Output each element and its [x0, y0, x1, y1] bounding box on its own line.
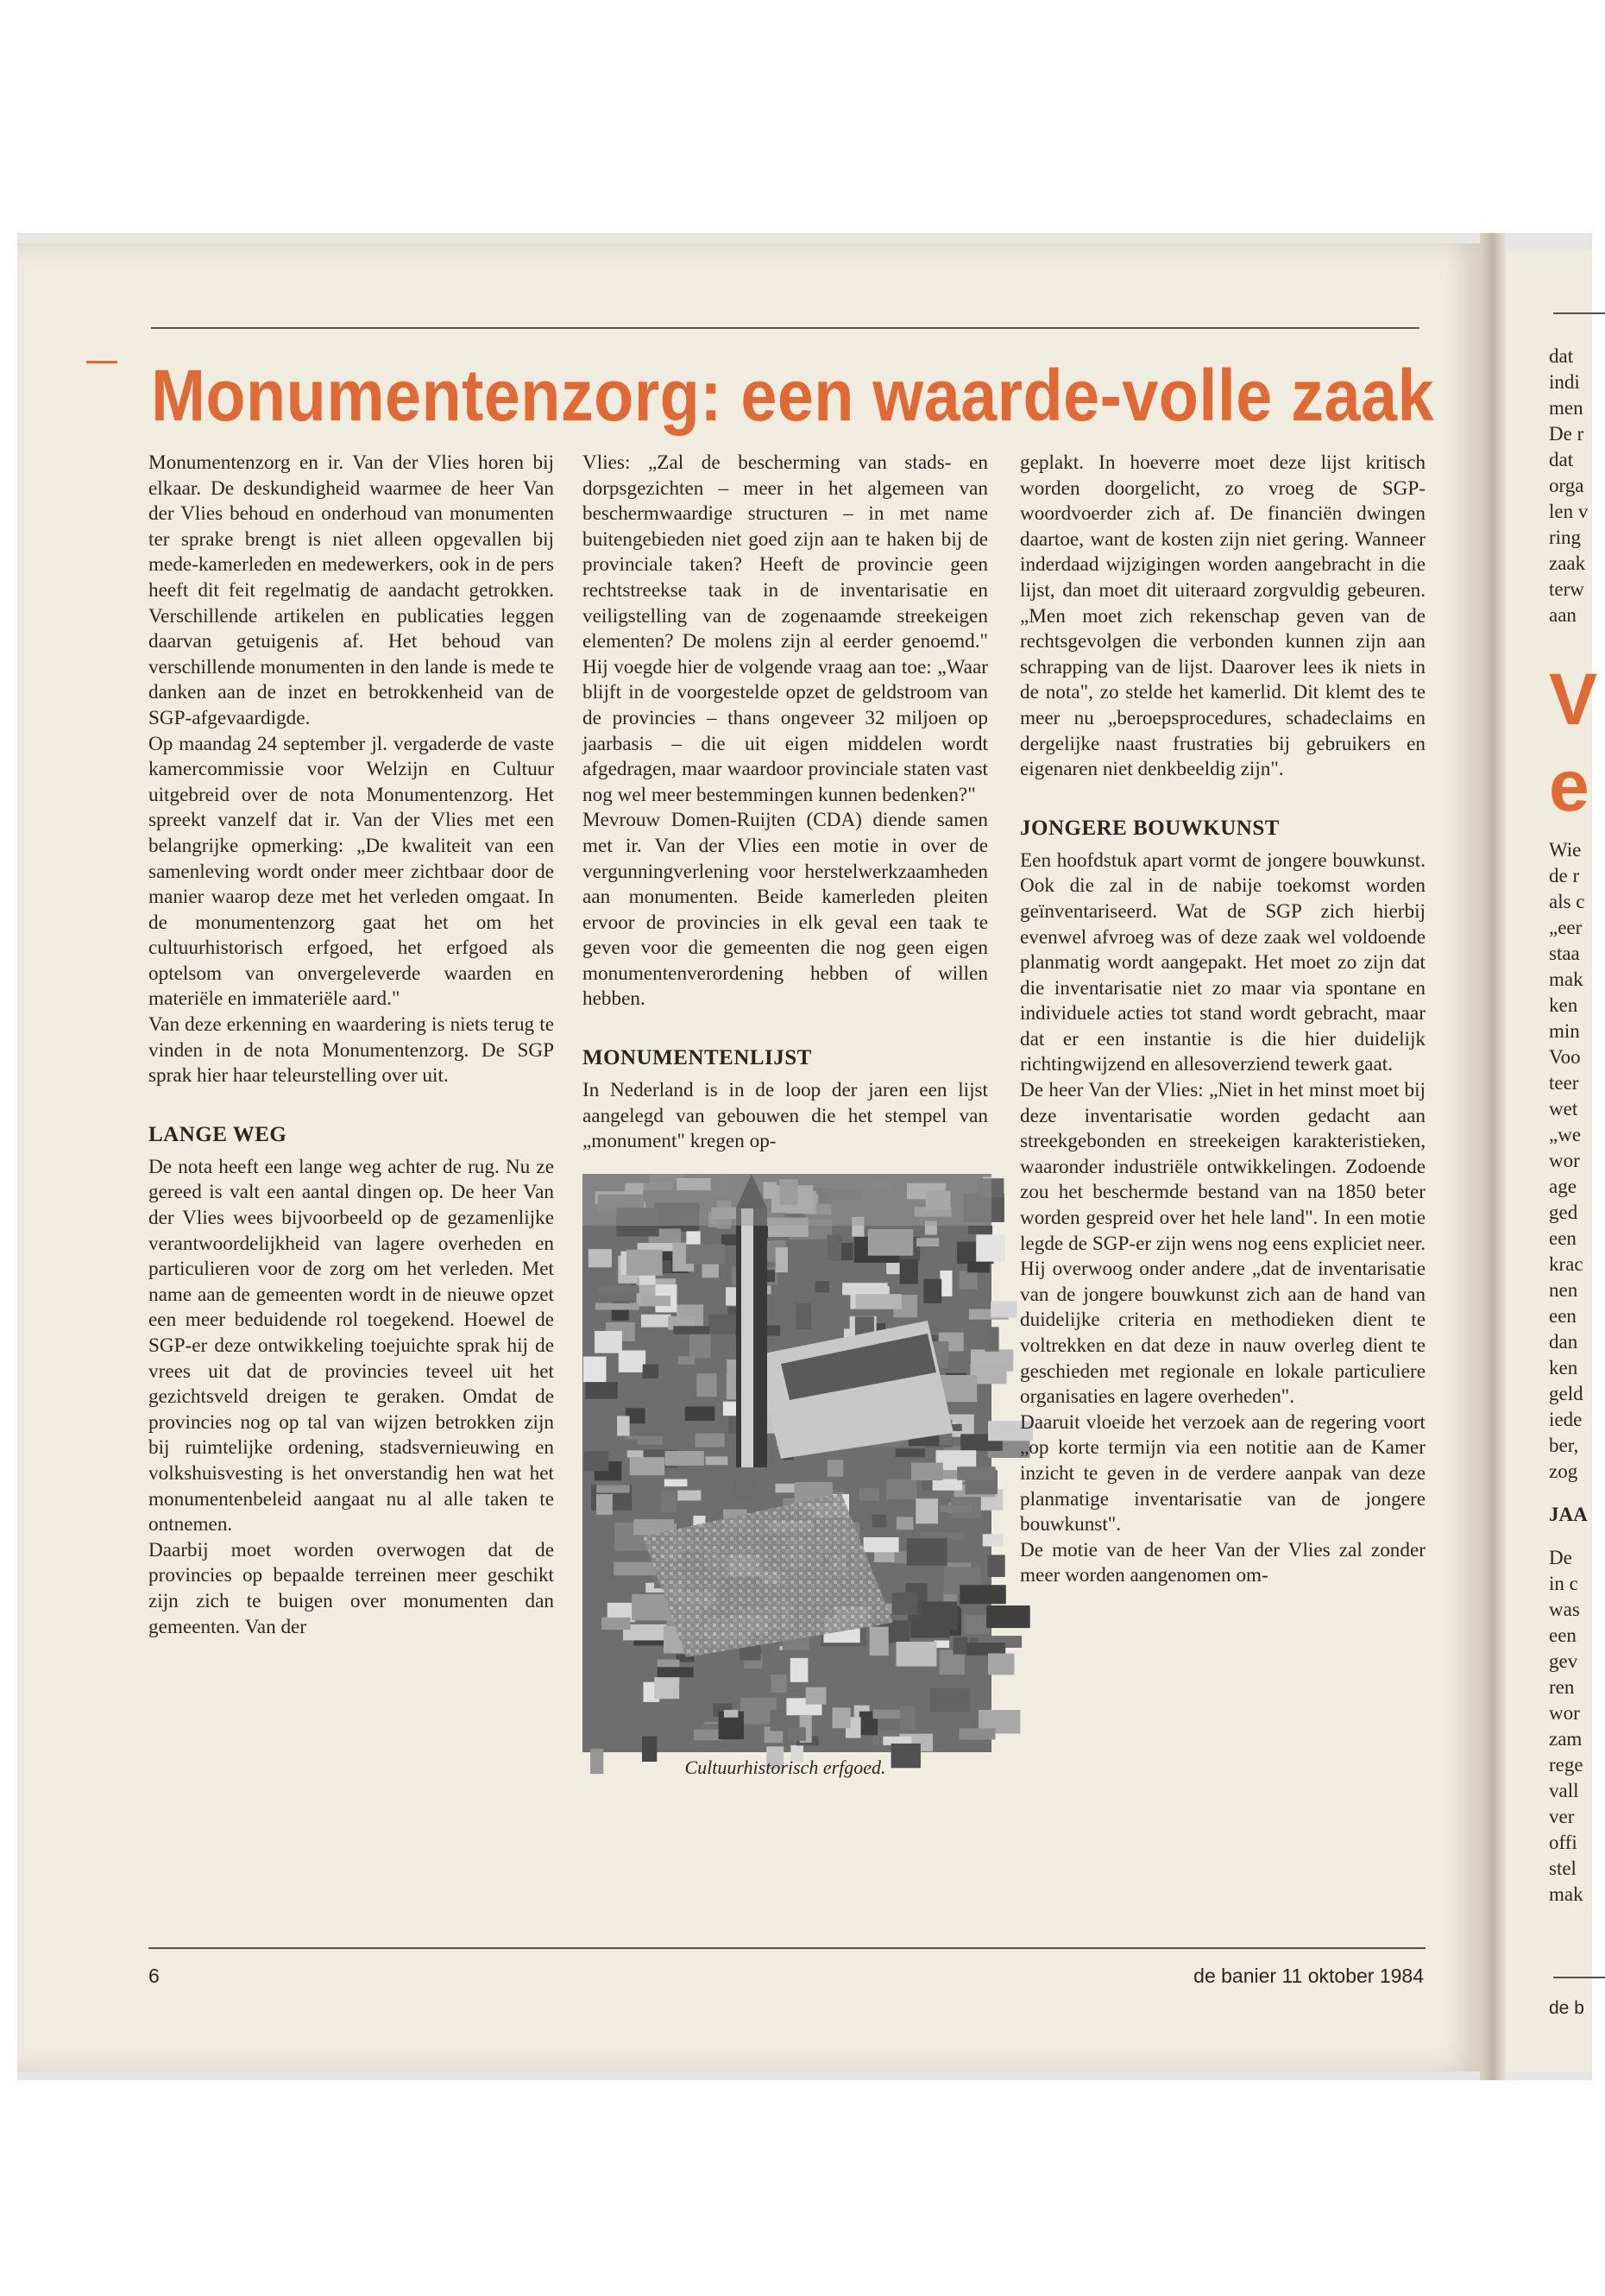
article-paragraph: Daarbij moet worden overwogen dat de provincies op bepaalde terreinen meer geschikt zijn zich te buigen over monumenten dan gemeenten. Van der [148, 1538, 554, 1638]
next-page-fragment: wor [1549, 1702, 1580, 1724]
next-page-fragment: zaak [1549, 552, 1586, 574]
article-paragraph: De heer Van der Vlies: „Niet in het minst moet bij deze inventarisatie worden gedacht aan streekgebonden en streekeigen karakteristieken, waaronder industriële ontwikkelingen. Zodoende zou het beschermde bestand van na 1850 beter worden gespreid over het hele land". In een motie legde de SGP-er zijn wens nog eens expliciet neer. Hij overwoog onder andere „dat de inventarisatie van de jongere bouwkunst zich aan de hand van duidelijke criteria en methodieken dient te voltrekken en dat deze in nauw overleg dient te geschieden met regionale en lokale particuliere organisaties en lagere overheden". [1020, 1079, 1426, 1409]
next-page-fragment: De r [1549, 423, 1584, 445]
next-page-fragment: wor [1549, 1150, 1580, 1171]
article-paragraph: Monumentenzorg en ir. Van der Vlies horen bij elkaar. De deskundigheid waarmee de heer Van der Vlies behoud en onderhoud van monumenten ter sprake brengt is niet alleen opgevallen bij mede-kamerleden en medewerkers, ook in de pers heeft dit feit regelmatig de aandacht getrokken. Verschillende artikelen en publicaties leggen daarvan getuigenis af. Het behoud van verschillende monumenten in den lande is mede te danken aan de inzet en betrokkenheid van de SGP-afgevaardigde. [148, 451, 554, 729]
aerial-city-photo [582, 1174, 991, 1752]
next-page-fragment: ged [1549, 1202, 1578, 1223]
next-page-headline-fragment: V [1549, 659, 1598, 740]
next-page-fragment: aan [1549, 604, 1577, 626]
next-page-fragment: men [1549, 397, 1583, 419]
article-title: Monumentenzorg: een waarde-volle zaak [151, 355, 1434, 436]
publication-date: de banier 11 oktober 1984 [1193, 1965, 1424, 1987]
next-page-edge [1506, 250, 1598, 2072]
next-page-fragment: offi [1549, 1832, 1577, 1853]
next-page-headline-fragment: e [1549, 745, 1589, 826]
article-paragraph: Op maandag 24 september jl. vergaderde de vaste kamercommissie voor Welzijn en Cultuur uitgebreid over de nota Monumentenzorg. Het spreekt vanzelf dat ir. Van der Vlies met een belangrijke opmerking: „De kwaliteit van een samenleving wordt onder meer zichtbaar door de manier waarop deze met het verleden omgaat. In de monumentenzorg gaat het om het cultuurhistorisch erfgoed, het erfgoed als optelsom van onvergeleverde waarden en materiële en immateriële aard." [148, 732, 554, 1011]
next-page-fragment: dat [1549, 449, 1574, 470]
article-paragraph: De motie van de heer Van der Vlies zal zonder meer worden aangenomen om- [1020, 1538, 1426, 1587]
next-page-fragment: als c [1549, 891, 1585, 912]
next-page-fragment: krac [1549, 1253, 1583, 1275]
next-page-fragment: de r [1549, 865, 1580, 886]
article-paragraph: Van deze erkenning en waardering is niets terug te vinden in de nota Monumentenzorg. De SGP sprak hier haar teleurstelling over uit. [148, 1013, 554, 1088]
next-page-footer: de b [1549, 1998, 1584, 2018]
section-heading: LANGE WEG [148, 1122, 287, 1146]
next-page-fragment: staa [1549, 943, 1580, 964]
next-page-fragment: ren [1549, 1676, 1575, 1698]
article-paragraph: geplakt. In hoeverre moet deze lijst kritisch worden doorgelicht, zo vroeg de SGP-woordvoerder zich af. De financiën dwingen daartoe, want de kosten zijn niet gering. Wanneer inderdaad wijzigingen worden aangebracht in die lijst, dan moet dit uiteraard zorgvuldig gebeuren. „Men moet zich rekenschap geven van de rechtsgevolgen die verbonden kunnen zijn aan schrapping van de lijst. Daarover lees ik niets in de nota", zo stelde het kamerlid. Dit klemt des te meer nu „beroepsprocedures, schadeclaims en dergelijke naast frustraties bij gebruikers en eigenaren niet denkbeeldig zijn". [1020, 451, 1426, 781]
next-page-fragment: ber, [1549, 1435, 1579, 1456]
next-page-fragment: een [1549, 1227, 1577, 1249]
page-gutter [1480, 233, 1506, 2080]
photo-caption: Cultuurhistorisch erfgoed. [684, 1756, 886, 1778]
next-page-fragment: rege [1549, 1754, 1583, 1776]
next-page-footer-rule [1553, 1977, 1605, 1978]
page-number: 6 [148, 1965, 160, 1987]
article-paragraph: Vlies: „Zal de bescherming van stads- en dorpsgezichten – meer in het algemeen van beschermwaardige structuren – in met name buitengebieden niet goed zijn aan te haken bij de provinciale taken? Heeft de provincie geen rechtstreekse taak in de inventarisatie en veiligstelling van de zogenaamde streekeigen elementen? De molens zijn al eerder genoemd." Hij voegde hier de volgende vraag aan toe: „Waar blijft in de voorgestelde opzet de geldstroom van de provincies – thans ongeveer 32 miljoen op jaarbasis – die uit eigen middelen wordt afgedragen, maar waardoor provinciale staten vast nog wel meer bestemmingen kunnen bedenken?" [582, 451, 988, 806]
next-page-fragment: zam [1549, 1728, 1583, 1750]
next-page-fragment: was [1549, 1599, 1580, 1620]
next-page-fragment: mak [1549, 1883, 1583, 1905]
next-page-fragment: dat [1549, 345, 1574, 367]
next-page-fragment: „eer [1549, 917, 1583, 938]
top-rule [151, 327, 1419, 329]
next-page-fragment: teer [1549, 1072, 1579, 1094]
next-page-fragment: Wie [1549, 839, 1582, 861]
next-page-fragment: in c [1549, 1573, 1578, 1594]
next-page-fragment: dan [1549, 1331, 1578, 1353]
next-page-fragment: orga [1549, 475, 1584, 496]
next-page-fragment: len v [1549, 501, 1589, 522]
next-page-fragment: geld [1549, 1383, 1583, 1404]
section-heading: MONUMENTENLIJST [582, 1046, 812, 1070]
next-page-fragment: terw [1549, 578, 1584, 600]
next-page-subhead-fragment: JAA [1549, 1504, 1588, 1525]
next-page-fragment: iede [1549, 1409, 1583, 1430]
bottom-rule [148, 1947, 1426, 1949]
next-page-fragment: een [1549, 1624, 1577, 1646]
next-page-fragment: wet [1549, 1098, 1578, 1120]
article-paragraph: Mevrouw Domen-Ruijten (CDA) diende samen met ir. Van der Vlies een motie in over de vergunningverlening voor herstelwerkzaamheden aan monumenten. Beide kamerleden pleiten ervoor de provincies in elk geval een taak te geven voor die gemeenten die nog geen eigen monumentenverordening hebben of willen hebben. [582, 809, 988, 1011]
margin-dash [86, 361, 117, 363]
next-page-fragment: min [1549, 1020, 1580, 1042]
next-page-fragment: een [1549, 1305, 1577, 1327]
next-page-fragment: ver [1549, 1806, 1575, 1827]
article-paragraph: Een hoofdstuk apart vormt de jongere bouwkunst. Ook die zal in de nabije toekomst worden geïnventariseerd. Wat de SGP zich hierbij evenwel afvroeg was of deze zaak wel voldoende planmatig wordt aangepakt. Het moet zo zijn dat die inventarisatie niet zo maar via spontane en individuele acties tot stand wordt gebracht, maar dat er een instantie is die hier duidelijk richtingwijzend en allesoverziend tewerk gaat. [1020, 848, 1426, 1076]
article-column-2 [582, 451, 988, 1780]
article-column-1 [148, 451, 554, 1640]
article-paragraph: De nota heeft een lange weg achter de rug. Nu ze gereed is valt een aantal dingen op. De heer Van der Vlies wees bijvoorbeeld op de gezamenlijke verantwoordelijkheid van lagere overheden en particulieren voor de zorg om het verleden. Met name aan de gemeenten wordt in de nieuwe opzet een meer beduidende rol toegekend. Hoewel de SGP-er deze ontwikkeling toejuichte sprak hij de vrees uit dat de provincies teveel uit het gezichtsveld dreigen te geraken. Omdat de provincies nog op tal van wijzen betrokken zijn bij ruimtelijke ordening, stadsvernieuwing en volkshuisvesting is het onverstandig hen wat het monumentenbeleid aangaat nu al alle taken te ontnemen. [148, 1155, 554, 1536]
next-page-fragment: ring [1549, 527, 1582, 548]
next-page-fragment: age [1549, 1176, 1577, 1197]
next-page-fragment: mak [1549, 968, 1583, 990]
next-page-fragment: vall [1549, 1780, 1579, 1801]
next-page-fragment: ken [1549, 994, 1578, 1016]
next-page-fragment: De [1549, 1547, 1572, 1568]
next-page-fragment: ken [1549, 1357, 1578, 1378]
section-heading: JONGERE BOUWKUNST [1020, 816, 1280, 840]
next-page-fragment: zog [1549, 1460, 1578, 1482]
next-page-fragment: „we [1549, 1124, 1582, 1145]
article-column-3 [1020, 451, 1426, 1589]
next-page-fragment: indi [1549, 371, 1580, 393]
next-page-rule [1553, 312, 1605, 314]
article-paragraph: Daaruit vloeide het verzoek aan de regering voort „op korte termijn via een notitie aan de Kamer inzicht te geven in de verdere aanpak van deze planmatige inventarisatie van de jongere bouwkunst". [1020, 1410, 1426, 1536]
next-page-fragment: gev [1549, 1650, 1578, 1672]
next-page-fragment: nen [1549, 1279, 1578, 1301]
next-page-fragment: Voo [1549, 1046, 1581, 1068]
article-paragraph: In Nederland is in de loop der jaren een lijst aangelegd van gebouwen die het stempel van „monument" kregen op- [582, 1079, 988, 1153]
next-page-fragment: stel [1549, 1858, 1577, 1879]
